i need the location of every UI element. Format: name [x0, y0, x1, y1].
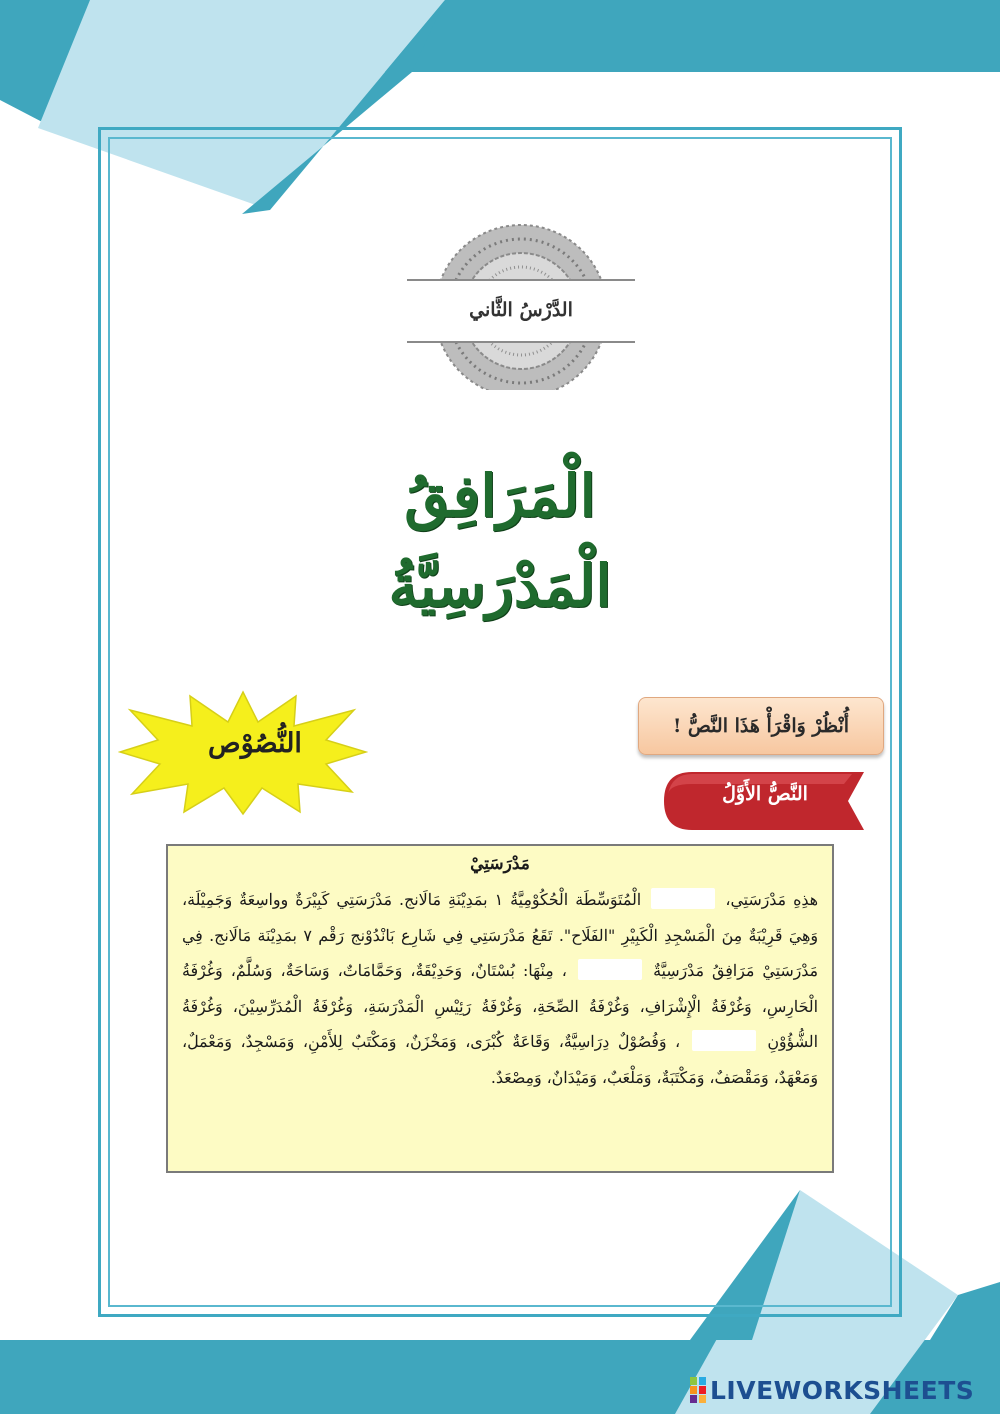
- reading-text-box: [166, 844, 834, 1173]
- reading-text-body: [182, 882, 818, 1095]
- instruction-box: أُنْظُرْ وَاقْرَأْ هَذَا النَّصُّ !: [638, 697, 884, 755]
- logo-square: [699, 1386, 706, 1394]
- blank-input-2[interactable]: [578, 959, 642, 980]
- logo-square: [699, 1395, 706, 1403]
- reading-text-seg4: ، وَفُصُوْلٌ دِرَاسِيَّةٌ، وَقَاعَةٌ كُبْرَى، وَمَخْزَنٌ، وَمَكْتَبٌ لِلأَمْنِ، وَمَسْجِدٌ، وَمَعْمَلٌ، وَمَعْهَدٌ، وَمَقْصَفٌ، وَمَكْتَبَةٌ، وَمَلْعَبٌ، وَمَيْدَانٌ، وَمِصْعَدٌ.: [182, 1032, 818, 1087]
- liveworksheets-icon: [690, 1377, 706, 1403]
- lesson-label: الدَّرْسُ الثَّاني: [469, 299, 573, 321]
- logo-square: [690, 1377, 697, 1385]
- logo-square: [690, 1395, 697, 1403]
- texts-heading: النُّصُوْص: [208, 728, 302, 759]
- liveworksheets-brand: LIVEWORKSHEETS: [710, 1375, 975, 1405]
- first-text-label: النَّصُّ الأَوَّلُ: [722, 783, 808, 805]
- liveworksheets-logo: [690, 1373, 990, 1407]
- reading-text-seg1: هذِهِ مَدْرَسَتِي،: [725, 890, 818, 909]
- reading-text-seg3: ، مِنْهَا: بُسْتَانٌ، وَحَدِيْقَةٌ، وَحَمَّامَاتٌ، وَسَاحَةٌ، وَسُلَّمٌ، وَغُرْفَةُ الْحَارِسِ، وَغُرْفَةُ الْإِشْرَافِ، وَغُرْفَةُ الصِّحَةِ، وَغُرْفَةُ رَئِيْسِ الْمَدْرَسَةِ، وَغُرْفَةُ الْمُدَرِّسِيْنَ، وَغُرْفَةُ الشُّؤُوْنِ: [182, 961, 819, 1051]
- main-title-line2: الْمَدْرَسِيَّةُ: [388, 552, 612, 620]
- blank-input-1[interactable]: [651, 888, 715, 909]
- logo-square: [699, 1377, 706, 1385]
- reading-text-title: مَدْرَسَتِيْ: [470, 854, 530, 874]
- reading-text-seg2: الْمُتَوَسِّطَة الْحُكُوْمِيَّةُ ١ بمَدِيْنَةِ مَالَانج. مَدْرَسَتِي كَبِيْرَةٌ وواسِعَةٌ وَجَمِيْلَة، وَهِيَ قَرِيْبَةٌ مِنَ الْمَسْجِدِ الْكَبِيْرِ "الفَلَاح". تَقَعُ مَدْرَسَتِي فِي شَارِع بَانْدُوْنج رَقْم ٧ بمَدِيْنَة مَالَانج. فِي مَدْرَسَتِيْ مَرَافِقُ مَدْرَسِيَّةٌ: [182, 890, 818, 980]
- main-title-line1: الْمَرَافِقُ: [404, 462, 596, 530]
- logo-square: [690, 1386, 697, 1394]
- blank-input-3[interactable]: [692, 1030, 756, 1051]
